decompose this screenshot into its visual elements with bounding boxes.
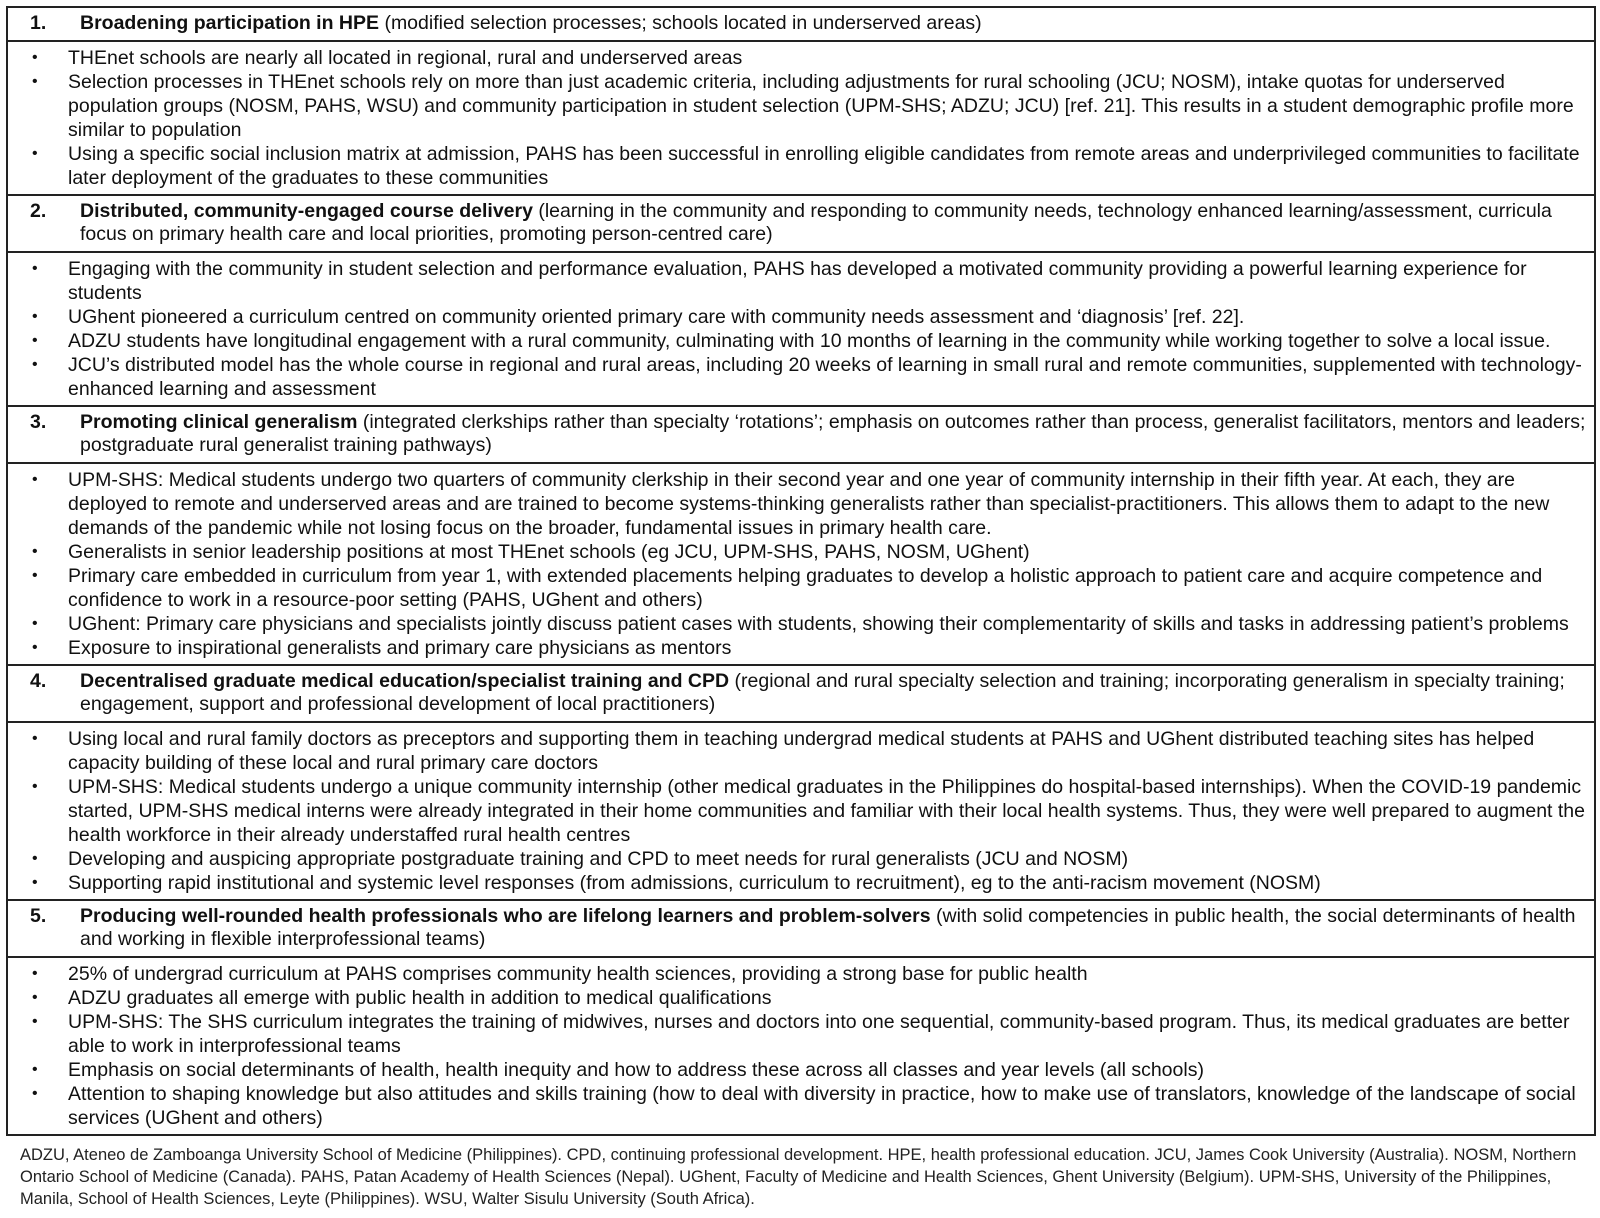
bullet-icon: • [32,356,38,373]
section-description: (learning in the community and responding to community needs, technology enhanced learning/assessment, curricula focus on primary health care and local priorities, promoting person-centred care) [80,200,1552,245]
list-item [16,329,1586,353]
list-item [16,142,1586,190]
bullet-icon: • [32,543,38,560]
bullet-text: Exposure to inspirational generalists and primary care physicians as mentors [68,637,732,659]
bullet-icon: • [32,639,38,656]
bullet-icon: • [32,1085,38,1102]
list-item [16,305,1586,329]
section-number: 4. [30,670,47,692]
list-item [16,257,1586,305]
bullet-text: UGhent: Primary care physicians and specialists jointly discuss patient cases with students, showing their complementarity of skills and tasks in addressing patient’s problems [68,613,1569,635]
bullet-icon: • [32,965,38,982]
bullet-icon: • [32,989,38,1006]
bullet-text: Using a specific social inclusion matrix at admission, PAHS has been successful in enrolling eligible candidates from remote areas and underprivileged communities to facilitate later deployment of the graduates to these communities [68,143,1580,189]
section-title: Promoting clinical generalism [80,411,358,433]
list-item [16,612,1586,636]
section-header [8,407,1594,464]
section-heading-text [80,905,1586,951]
list-item [16,1010,1586,1058]
list-item [16,727,1586,775]
section-number: 1. [30,12,47,34]
bullet-text: Primary care embedded in curriculum from year 1, with extended placements helping graduates to develop a holistic approach to patient care and acquire competence and confidence to work in a resource-poor setting (PAHS, UGhent and others) [68,565,1543,611]
section-number: 2. [30,200,47,222]
section-bullet-list [8,42,1594,196]
bullet-text: ADZU graduates all emerge with public health in addition to medical qualifications [68,987,772,1009]
list-item [16,46,1586,70]
section-heading-text [80,411,1586,457]
bullet-text: 25% of undergrad curriculum at PAHS comprises community health sciences, providing a strong base for public health [68,963,1088,985]
bullet-icon: • [32,730,38,747]
bullet-icon: • [32,778,38,795]
list-item [16,986,1586,1010]
section-header [8,901,1594,958]
section-description: (integrated clerkships rather than specialty ‘rotations’; emphasis on outcomes rather than process, generalist facilitators, mentors and leaders; postgraduate rural generalist training pathways) [80,411,1586,456]
bullet-icon: • [32,874,38,891]
bullet-icon: • [32,1061,38,1078]
list-item [16,775,1586,847]
bullet-icon: • [32,49,38,66]
bullet-text: ADZU students have longitudinal engagement with a rural community, culminating with 10 months of learning in the community while working together to solve a local issue. [68,330,1551,352]
bullet-text: Generalists in senior leadership positions at most THEnet schools (eg JCU, UPM-SHS, PAHS, NOSM, UGhent) [68,541,1030,563]
bullet-icon: • [32,471,38,488]
bullet-text: JCU’s distributed model has the whole course in regional and rural areas, including 20 weeks of learning in small rural and remote communities, supplemented with technology-enhanced learning and assessment [68,354,1582,400]
list-item [16,1058,1586,1082]
section-description: (regional and rural specialty selection and training; incorporating generalism in specialty training; engagement, support and professional development of local practitioners) [80,670,1565,715]
bullet-text: UPM-SHS: Medical students undergo two quarters of community clerkship in their second year and one year of community internship in their fifth year. At each, they are deployed to remote and underserved areas and are trained to become systems-thinking generalists rather than specialist-practitioners. This allows them to adapt to the new demands of the pandemic while not losing focus on the broader, fundamental issues in primary health care. [68,469,1550,539]
list-item [16,636,1586,660]
section-description: (with solid competencies in public health, the social determinants of health and working in flexible interprofessional teams) [80,905,1576,950]
section-title: Distributed, community-engaged course delivery [80,200,533,222]
section-bullet-list [8,723,1594,901]
bullet-icon: • [32,850,38,867]
list-item [16,540,1586,564]
section-heading-text [80,12,1586,35]
section-heading-text [80,200,1586,246]
list-item [16,1082,1586,1130]
section-title: Producing well-rounded health professionals who are lifelong learners and problem-solvers [80,905,931,927]
table-footnote: ADZU, Ateneo de Zamboanga University School of Medicine (Philippines). CPD, continuing professional development. HPE, health professional education. JCU, James Cook University (Australia). NOSM, Northern Ontario School of Medicine (Canada). PAHS, Patan Academy of Health Sciences (Nepal). UGhent, Faculty of Medicine and Health Sciences, Ghent University (Belgium). UPM-SHS, University of the Philippines, Manila, School of Health Sciences, Leyte (Philippines). WSU, Walter Sisulu University (South Africa). [20,1146,1577,1208]
bullet-text: Emphasis on social determinants of health, health inequity and how to address these across all classes and year levels (all schools) [68,1059,1204,1081]
section-header [8,8,1594,42]
list-item [16,564,1586,612]
section-title: Broadening participation in HPE [80,12,380,34]
document-page [6,6,1596,1210]
section-title: Decentralised graduate medical education/specialist training and CPD [80,670,730,692]
bullet-text: UPM-SHS: Medical students undergo a unique community internship (other medical graduates in the Philippines do hospital-based internships). When the COVID-19 pandemic started, UPM-SHS medical interns were already integrated in their home communities and familiar with their local health systems. Thus, they were well prepared to augment the health workforce in their already understaffed rural health centres [68,776,1586,846]
bullet-icon: • [32,332,38,349]
bullet-text: THEnet schools are nearly all located in regional, rural and underserved areas [68,47,743,69]
list-item [16,70,1586,142]
section-bullet-list [8,958,1594,1134]
bullet-text: Engaging with the community in student selection and performance evaluation, PAHS has developed a motivated community providing a powerful learning experience for students [68,258,1527,304]
bullet-icon: • [32,145,38,162]
bullet-icon: • [32,1013,38,1030]
section-number: 3. [30,411,47,433]
bullet-icon: • [32,567,38,584]
section-bullet-list [8,464,1594,666]
bullet-text: Attention to shaping knowledge but also attitudes and skills training (how to deal with diversity in practice, how to make use of translators, knowledge of the landscape of social services (UGhent and others) [68,1083,1576,1129]
list-item [16,871,1586,895]
list-item [16,847,1586,871]
section-heading-text [80,670,1586,716]
bullet-text: UPM-SHS: The SHS curriculum integrates the training of midwives, nurses and doctors into one sequential, community-based program. Thus, its medical graduates are better able to work in interprofessional teams [68,1011,1570,1057]
section-number: 5. [30,905,47,927]
bullet-icon: • [32,615,38,632]
section-description: (modified selection processes; schools located in underserved areas) [379,12,982,34]
section-header [8,196,1594,253]
bullet-text: Using local and rural family doctors as preceptors and supporting them in teaching undergrad medical students at PAHS and UGhent distributed teaching sites has helped capacity building of these local and rural primary care doctors [68,728,1535,774]
bullet-icon: • [32,73,38,90]
bullet-text: Developing and auspicing appropriate postgraduate training and CPD to meet needs for rural generalists (JCU and NOSM) [68,848,1129,870]
section-bullet-list [8,253,1594,407]
bullet-text: UGhent pioneered a curriculum centred on community oriented primary care with community needs assessment and ‘diagnosis’ [ref. 22]. [68,306,1245,328]
bullet-icon: • [32,308,38,325]
bullet-icon: • [32,260,38,277]
list-item [16,353,1586,401]
section-header [8,666,1594,723]
bullet-text: Selection processes in THEnet schools rely on more than just academic criteria, including adjustments for rural schooling (JCU; NOSM), intake quotas for underserved population groups (NOSM, PAHS, WSU) and community participation in student selection (UPM-SHS; ADZU; JCU) [ref. 21]. This results in a student demographic profile more similar to population [68,71,1574,141]
bullet-text: Supporting rapid institutional and systemic level responses (from admissions, curriculum to recruitment), eg to the anti-racism movement (NOSM) [68,872,1321,894]
list-item [16,468,1586,540]
list-item [16,962,1586,986]
strategies-table [6,6,1596,1136]
